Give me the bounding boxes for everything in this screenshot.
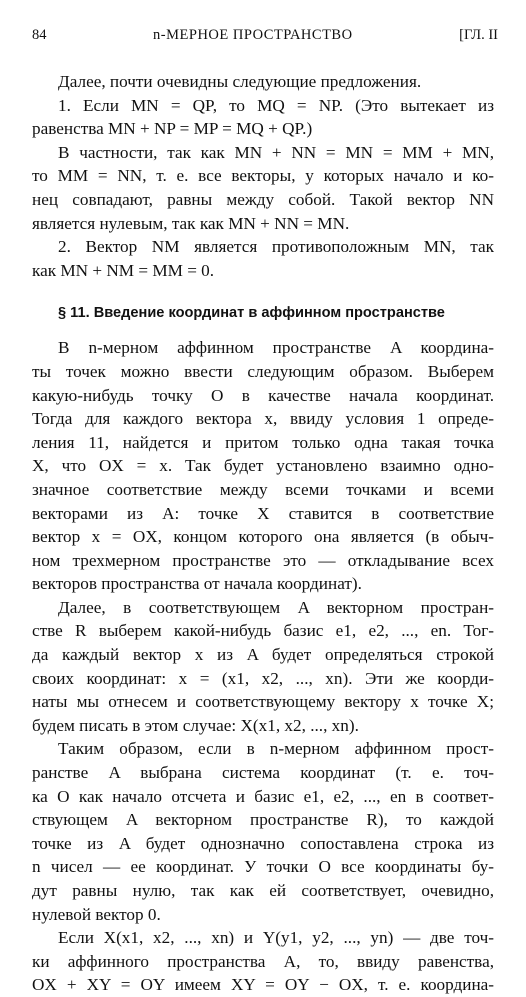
text-line: В частности, так как MN + NN = MN = MM + MN, (58, 142, 494, 162)
text-line: то MM = NN, т. е. все векторы, у которых начало и ко- (32, 166, 494, 186)
text-line: нец совпадают, равны между собой. Такой вектор NN (32, 189, 494, 209)
text-line: В n-мерном аффинном пространстве A координа- (58, 338, 494, 358)
text-line: равенства MN + NP = MP = MQ + QP.) (32, 119, 313, 139)
text-line: будем писать в этом случае: X(x1, x2, ..., xn). (32, 715, 359, 735)
section-heading: § 11. Введение координат в аффинном пространстве (58, 305, 445, 322)
text-line: Таким образом, если в n-мерном аффинном прост- (58, 739, 494, 759)
text-line: OX + XY = OY имеем XY = OY − OX, т. е. координа- (32, 975, 494, 995)
text-line: ления 11, найдется и притом только одна такая точка (32, 432, 494, 452)
text-line: векторами из A: точке X ставится в соответствие (32, 503, 494, 523)
text-line: точке из A будет однозначно сопоставлена строка из (32, 833, 494, 853)
text-line: ранстве A выбрана система координат (т. е. точ- (32, 763, 494, 783)
text-line: Далее, почти очевидны следующие предложения. (58, 72, 422, 91)
text-line: значное соответствие между всеми точками и всеми (32, 479, 494, 499)
text-line: ствующем A векторном пространстве R), то каждой (32, 810, 494, 830)
text-line: Тогда для каждого вектора x, ввиду условия 1 опреде- (32, 409, 494, 429)
text-line: дут равны нулю, так как ей соответствует, очевидно, (32, 881, 494, 900)
text-line: стве R выберем какой-нибудь базис e1, e2, ..., en. Тог- (32, 621, 494, 641)
page-body (32, 70, 494, 997)
text-line: наты мы отнесем и соответствующему вектору x точке X; (32, 692, 494, 712)
text-line: ки аффинного пространства A, то, ввиду равенства, (32, 951, 494, 971)
page-number: 84 (32, 27, 47, 43)
text-line: является нулевым, так как MN + NN = MN. (32, 213, 350, 233)
text-line: 2. Вектор NM является противоположным MN, так (58, 237, 494, 257)
text-line: вектор x = OX, концом которого она является (в обыч- (32, 527, 494, 547)
running-title: n-МЕРНОЕ ПРОСТРАНСТВО (153, 27, 353, 43)
text-line: нулевой вектор 0. (32, 904, 161, 924)
chapter-label: [ГЛ. II (459, 27, 498, 43)
text-line: да каждый вектор x из A будет определяться строкой (32, 645, 494, 665)
text-line: Если X(x1, x2, ..., xn) и Y(y1, y2, ..., yn) — две точ- (58, 928, 494, 948)
text-line: Далее, в соответствующем A векторном простран- (58, 597, 494, 617)
text-line: какую-нибудь точку O в качестве начала координат. (32, 385, 494, 405)
text-line: 1. Если MN = QP, то MQ = NP. (Это вытекает из (58, 95, 494, 115)
text-line: ка O как начало отсчета и базис e1, e2, ..., en в соответ- (32, 786, 494, 806)
text-line: X, что OX = x. Так будет установлено взаимно одно- (32, 456, 494, 476)
running-header (32, 27, 498, 44)
text-line: как MN + NM = MM = 0. (32, 260, 215, 280)
text-line: n чисел — ее координат. У точки O все координаты бу- (32, 857, 494, 877)
text-line: ном трехмерном пространстве это — откладывание всех (32, 550, 494, 570)
text-line: ты точек можно ввести следующим образом. Выберем (32, 361, 494, 381)
text-line: векторов пространства от начала координат). (32, 574, 362, 594)
text-line: своих координат: x = (x1, x2, ..., xn). Эти же коорди- (32, 668, 494, 688)
